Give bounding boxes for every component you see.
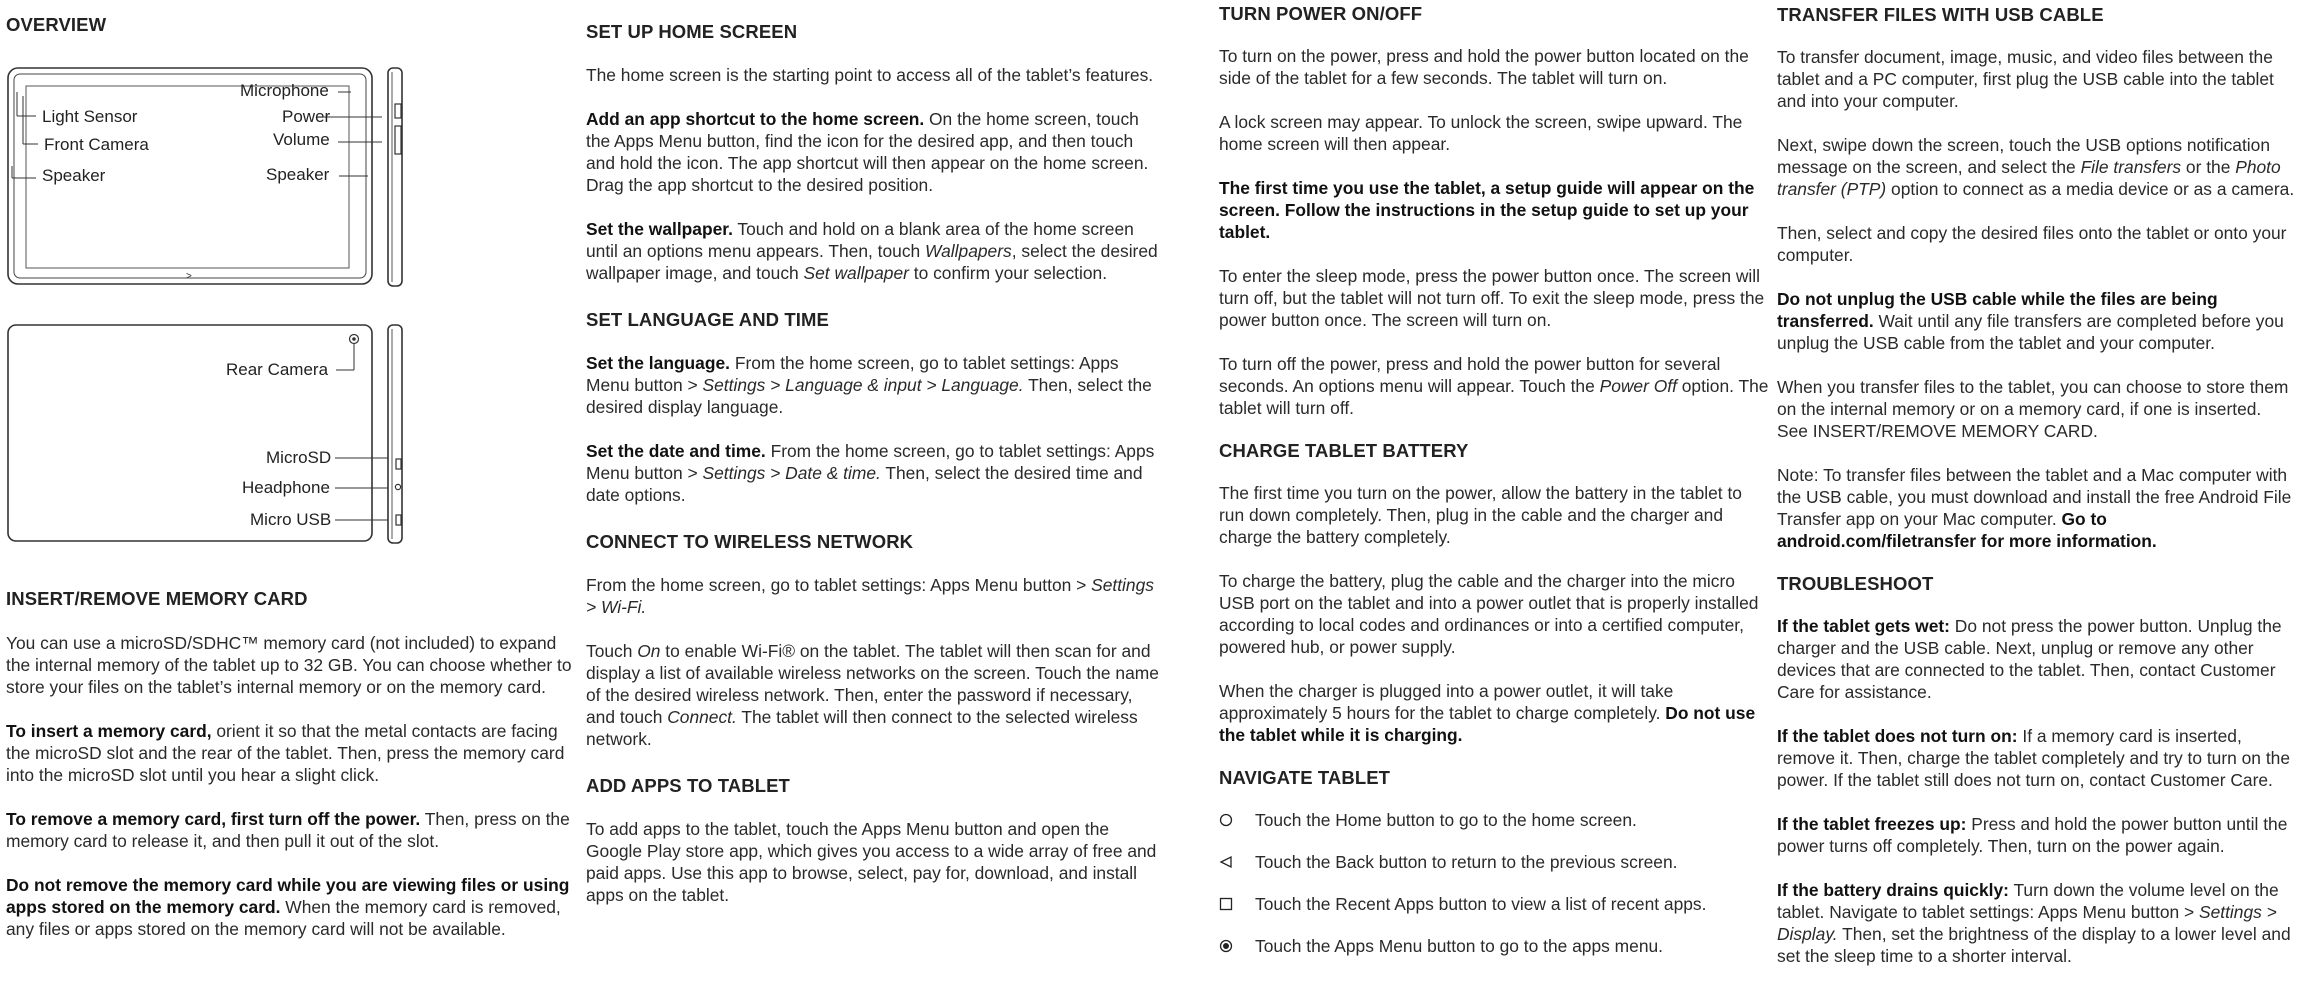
- usb-options-paragraph: Next, swipe down the screen, touch the USB options notification message on the screen, and select the File transfers or the Photo transfer (PTP) option to connect as a media device or as a camera.: [1777, 135, 2295, 199]
- add-apps-paragraph: To add apps to the tablet, touch the Apps Menu button and open the Google Play store app, which gives you access to a wide array of free and paid apps. Use this app to browse, select, pay for, download, and install apps on the tablet.: [586, 819, 1157, 905]
- power-title: TURN POWER ON/OFF: [1219, 3, 1423, 24]
- date-time-paragraph: Set the date and time. From the home screen, go to tablet settings: Apps Menu button > Settings > Date & time. Then, select the desired time and date options.: [586, 441, 1155, 505]
- insert-remove-title: INSERT/REMOVE MEMORY CARD: [6, 588, 308, 609]
- insert-remove-intro: You can use a microSD/SDHC™ memory card (not included) to expand the internal memory of the tablet up to 32 GB. You can choose whether to store your files on the tablet’s internal memory or on the memory card.: [6, 633, 572, 697]
- battery-charge-paragraph: To charge the battery, plug the cable and the charger into the micro USB port on the tablet and into a power outlet that is properly installed according to local codes and ordinances or into a certified computer, powered hub, or power supply.: [1219, 571, 1759, 657]
- label-microphone: Microphone: [240, 81, 329, 100]
- add-apps-section: [586, 775, 1166, 906]
- trouble-wet-paragraph: If the tablet gets wet: Do not press the power button. Unplug the charger and the USB cable. Next, unplug or remove any other devices that are connected to the tablet. Then, contact Customer Care for assistance.: [1777, 616, 2282, 702]
- home-screen-intro: The home screen is the starting point to access all of the tablet’s features.: [586, 65, 1154, 85]
- usb-warning-paragraph: Do not unplug the USB cable while the files are being transferred. Wait until any file transfers are completed before you unplug the USB cable from the tablet and your computer.: [1777, 289, 2284, 353]
- power-off-paragraph: To turn off the power, press and hold the power button for several seconds. An options menu will appear. Touch the Power Off option. The tablet will turn off.: [1219, 354, 1769, 418]
- troubleshoot-section: [1777, 573, 2295, 967]
- tablet-rear-illustration: [6, 323, 406, 547]
- sleep-mode-paragraph: To enter the sleep mode, press the power button once. The screen will turn off, but the tablet will not turn off. To exit the sleep mode, press the power button once. The screen will turn on.: [1219, 266, 1765, 330]
- troubleshoot-title: TROUBLESHOOT: [1777, 573, 1934, 594]
- home-screen-title: SET UP HOME SCREEN: [586, 21, 798, 42]
- recent-apps-icon: [1219, 897, 1255, 911]
- label-microsd: MicroSD: [266, 448, 332, 467]
- label-speaker-left: Speaker: [42, 166, 106, 185]
- setup-guide-paragraph: The first time you use the tablet, a setup guide will appear on the screen. Follow the instructions in the setup guide to set up your tablet.: [1219, 178, 1755, 242]
- wifi-settings-paragraph: From the home screen, go to tablet settings: Apps Menu button > Settings > Wi-Fi.: [586, 575, 1154, 617]
- language-time-section: [586, 309, 1166, 506]
- label-micro-usb: Micro USB: [250, 510, 332, 529]
- overview-title: OVERVIEW: [6, 14, 107, 35]
- column-power: [1219, 3, 1769, 977]
- label-power: Power: [282, 107, 331, 126]
- label-headphone: Headphone: [242, 478, 330, 497]
- insert-remove-section: [6, 588, 576, 940]
- navigate-title: NAVIGATE TABLET: [1219, 767, 1391, 788]
- home-screen-section: [586, 21, 1166, 284]
- insert-card-paragraph: To insert a memory card, orient it so that the metal contacts are facing the microSD slot and the rear of the tablet. Then, press the memory card into the microSD slot until you hear a slight click.: [6, 721, 565, 785]
- lock-screen-paragraph: A lock screen may appear. To unlock the screen, swipe upward. The home screen will then appear.: [1219, 112, 1743, 154]
- trouble-battery-paragraph: If the battery drains quickly: Turn down the volume level on the tablet. Navigate to tablet settings: Apps Menu button > Settings > Display. Then, set the brightness of the display to a lower level and set the sleep time to a shorter interval.: [1777, 880, 2291, 966]
- label-rear-camera: Rear Camera: [226, 360, 329, 379]
- back-icon: [1219, 855, 1255, 869]
- nav-item-apps-menu: Touch the Apps Menu button to go to the apps menu.: [1219, 935, 1769, 957]
- app-shortcut-paragraph: Add an app shortcut to the home screen. On the home screen, touch the Apps Menu button, find the icon for the desired app, and then touch and hold the icon. The app shortcut will then appear on the home screen. Drag the app shortcut to the desired position.: [586, 109, 1149, 195]
- usb-mac-note-paragraph: Note: To transfer files between the tablet and a Mac computer with the USB cable, you must download and install the free Android File Transfer app on your Mac computer. Go to android.com/filetransfer for more information.: [1777, 465, 2292, 551]
- label-light-sensor: Light Sensor: [42, 107, 138, 126]
- battery-section: [1219, 440, 1769, 746]
- label-front-camera: Front Camera: [44, 135, 149, 154]
- remove-warning-paragraph: Do not remove the memory card while you are viewing files or using apps stored on the memory card. When the memory card is removed, any files or apps stored on the memory card will not be available.: [6, 875, 570, 939]
- wallpaper-paragraph: Set the wallpaper. Touch and hold on a blank area of the home screen until an options menu appears. Then, touch Wallpapers, select the desired wallpaper image, and touch Set wallpaper to confirm your selection.: [586, 219, 1158, 283]
- wireless-section: [586, 531, 1166, 750]
- usb-storage-paragraph: When you transfer files to the tablet, you can choose to store them on the internal memory or on a memory card, if one is inserted. See INSERT/REMOVE MEMORY CARD.: [1777, 377, 2289, 441]
- battery-time-paragraph: When the charger is plugged into a power outlet, it will take approximately 5 hours for the tablet to charge completely. Do not use the tablet while it is charging.: [1219, 681, 1756, 745]
- language-paragraph: Set the language. From the home screen, go to tablet settings: Apps Menu button > Settings > Language & input > Language. Then, select the desired display language.: [586, 353, 1152, 417]
- svg-text:>: >: [186, 271, 192, 282]
- wifi-connect-paragraph: Touch On to enable Wi-Fi® on the tablet. The tablet will then scan for and display a list of available wireless networks on the screen. Touch the name of the desired wireless network. Then, enter the password if necessary, and touch Connect. The tablet will then connect to the selected wireless network.: [586, 641, 1159, 749]
- label-speaker-right: Speaker: [266, 165, 330, 184]
- battery-first-paragraph: The first time you turn on the power, allow the battery in the tablet to run down completely. Then, plug in the cable and the charger and charge the battery completely.: [1219, 483, 1742, 547]
- wireless-title: CONNECT TO WIRELESS NETWORK: [586, 531, 914, 552]
- add-apps-title: ADD APPS TO TABLET: [586, 775, 790, 796]
- usb-copy-paragraph: Then, select and copy the desired files onto the tablet or onto your computer.: [1777, 223, 2287, 265]
- power-section: [1219, 3, 1769, 419]
- usb-title: TRANSFER FILES WITH USB CABLE: [1777, 4, 2104, 25]
- tablet-front-diagram: [6, 66, 406, 290]
- column-setup: [586, 21, 1166, 906]
- remove-card-paragraph: To remove a memory card, first turn off the power. Then, press on the memory card to release it, and then pull it out of the slot.: [6, 809, 570, 851]
- power-on-paragraph: To turn on the power, press and hold the power button located on the side of the tablet for a few seconds. The tablet will turn on.: [1219, 46, 1749, 88]
- language-time-title: SET LANGUAGE AND TIME: [586, 309, 829, 330]
- apps-menu-icon: [1219, 939, 1255, 953]
- battery-title: CHARGE TABLET BATTERY: [1219, 440, 1469, 461]
- usb-section: [1777, 4, 2295, 552]
- tablet-rear-diagram: [6, 323, 406, 547]
- label-volume: Volume: [273, 130, 330, 149]
- trouble-power-paragraph: If the tablet does not turn on: If a memory card is inserted, remove it. Then, charge the tablet completely and try to turn on the power. If the tablet still does not turn on, contact Customer Care.: [1777, 726, 2290, 790]
- column-transfer: [1777, 4, 2295, 967]
- trouble-freeze-paragraph: If the tablet freezes up: Press and hold the power button until the power turns off completely. Then, turn on the power again.: [1777, 814, 2288, 856]
- usb-connect-paragraph: To transfer document, image, music, and video files between the tablet and a PC computer, first plug the USB cable into the tablet and into your computer.: [1777, 47, 2274, 111]
- home-icon: [1219, 813, 1255, 827]
- nav-item-recent-apps: Touch the Recent Apps button to view a list of recent apps.: [1219, 893, 1769, 915]
- nav-item-back: Touch the Back button to return to the previous screen.: [1219, 851, 1769, 873]
- nav-item-home: Touch the Home button to go to the home screen.: [1219, 809, 1769, 831]
- navigate-section: [1219, 767, 1769, 957]
